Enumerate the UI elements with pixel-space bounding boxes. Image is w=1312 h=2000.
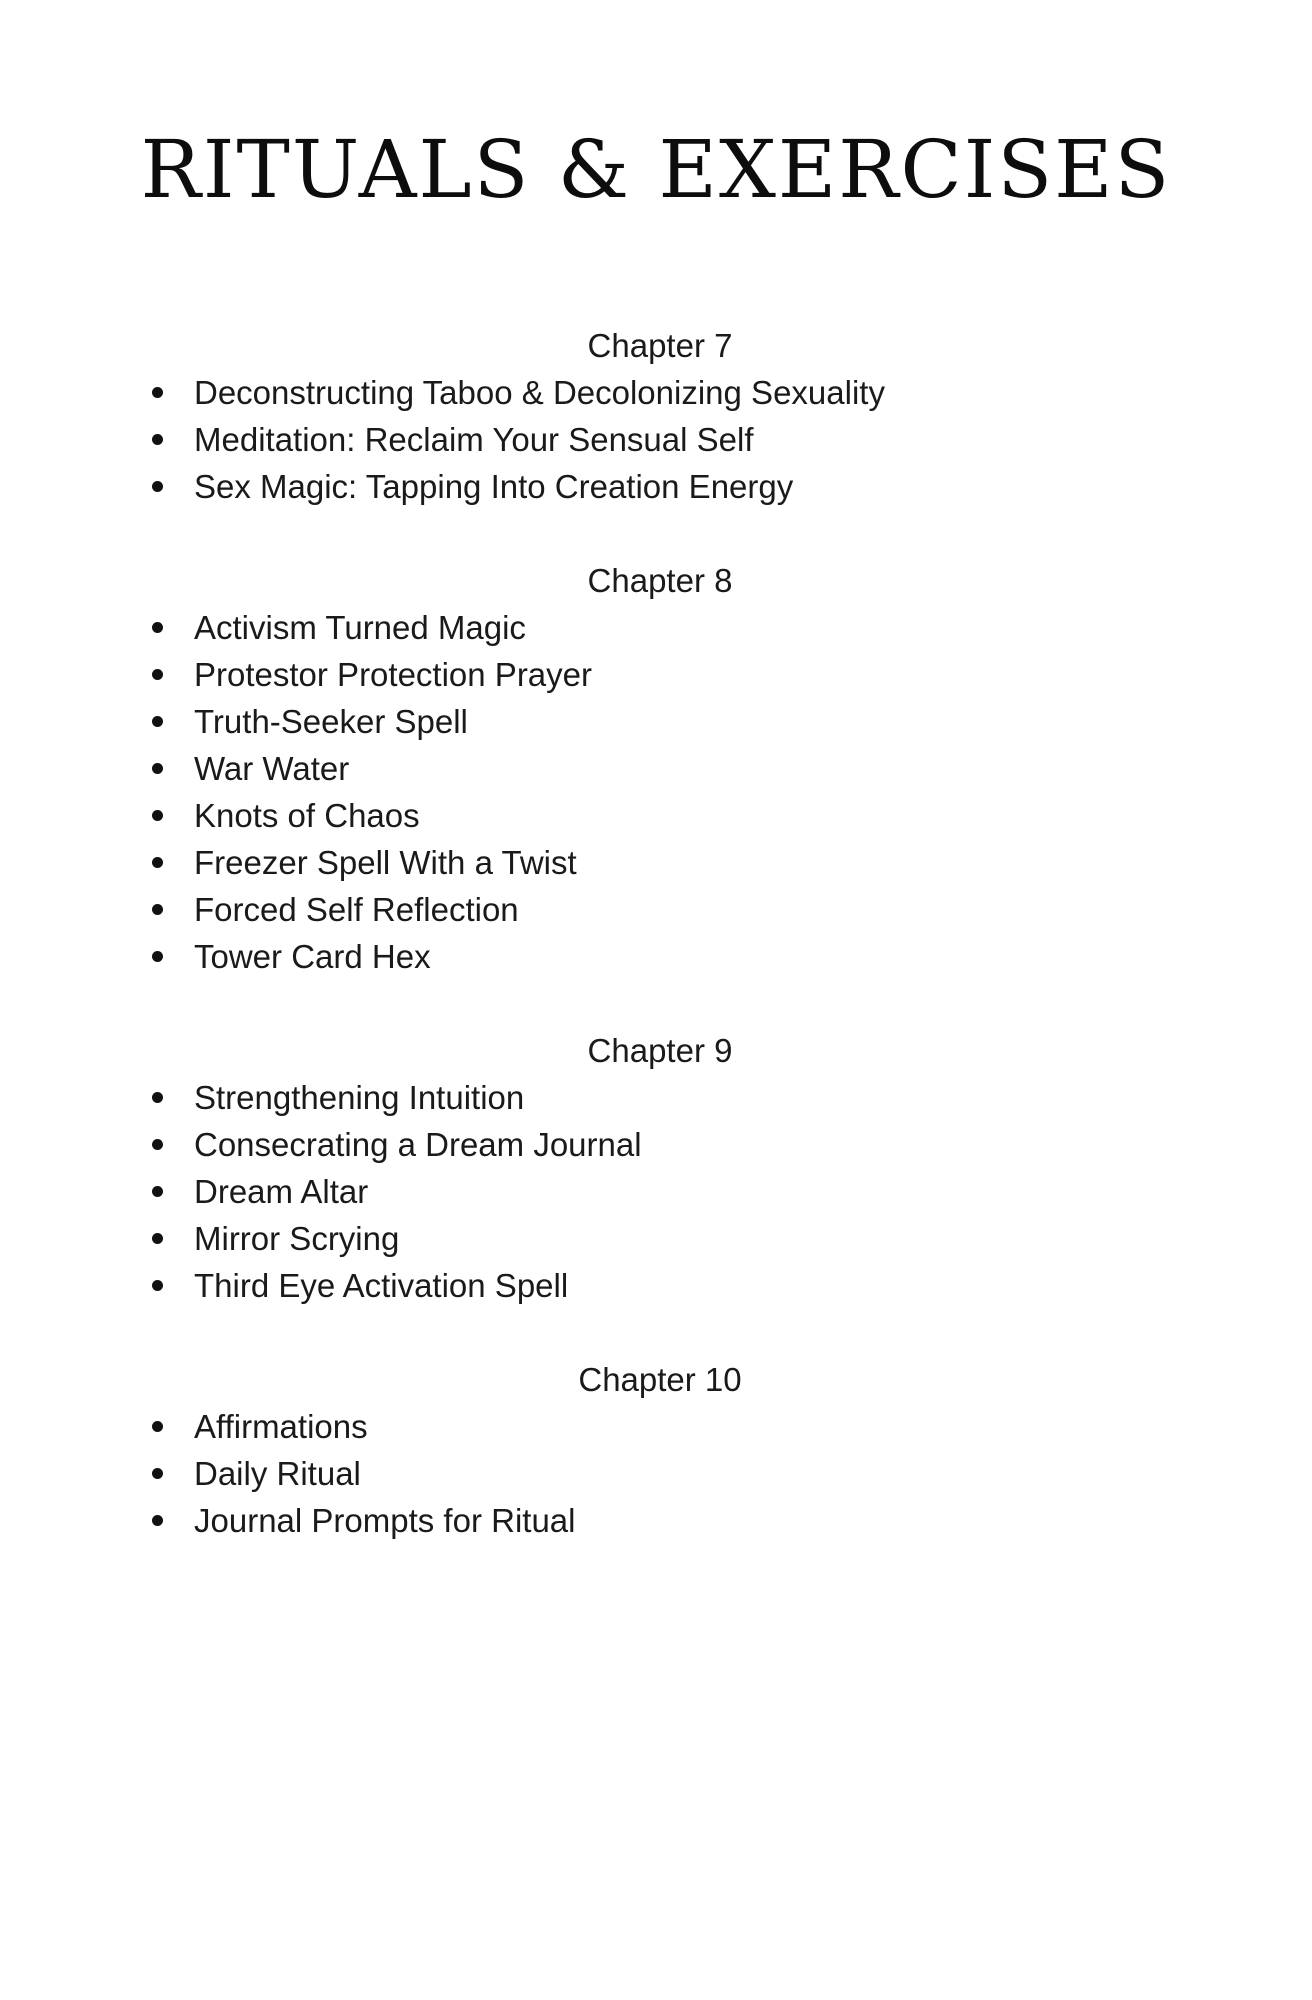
page-title: RITUALS & EXERCISES — [140, 123, 1172, 216]
list-item: Consecrating a Dream Journal — [0, 1121, 1312, 1168]
list-item: Sex Magic: Tapping Into Creation Energy — [0, 463, 1312, 510]
chapter-heading: Chapter 9 — [587, 1032, 733, 1069]
list-item: Activism Turned Magic — [0, 604, 1312, 651]
exercise-list — [0, 604, 1312, 980]
chapter-section — [0, 1027, 1312, 1309]
chapter-section — [0, 322, 1312, 510]
list-item: Strengthening Intuition — [0, 1074, 1312, 1121]
list-item: Truth-Seeker Spell — [0, 698, 1312, 745]
list-item: War Water — [0, 745, 1312, 792]
list-item: Knots of Chaos — [0, 792, 1312, 839]
list-item: Meditation: Reclaim Your Sensual Self — [0, 416, 1312, 463]
exercise-list — [0, 1403, 1312, 1544]
exercise-list — [0, 369, 1312, 510]
chapter-section — [0, 1356, 1312, 1544]
list-item: Protestor Protection Prayer — [0, 651, 1312, 698]
chapter-list — [0, 322, 1312, 1591]
list-item: Journal Prompts for Ritual — [0, 1497, 1312, 1544]
list-item: Forced Self Reflection — [0, 886, 1312, 933]
chapter-heading: Chapter 7 — [587, 327, 733, 364]
list-item: Deconstructing Taboo & Decolonizing Sexuality — [0, 369, 1312, 416]
list-item: Affirmations — [0, 1403, 1312, 1450]
list-item: Freezer Spell With a Twist — [0, 839, 1312, 886]
chapter-section — [0, 557, 1312, 980]
list-item: Tower Card Hex — [0, 933, 1312, 980]
list-item: Daily Ritual — [0, 1450, 1312, 1497]
chapter-heading: Chapter 8 — [587, 562, 733, 599]
chapter-heading: Chapter 10 — [578, 1361, 742, 1398]
list-item: Third Eye Activation Spell — [0, 1262, 1312, 1309]
exercise-list — [0, 1074, 1312, 1309]
list-item: Dream Altar — [0, 1168, 1312, 1215]
list-item: Mirror Scrying — [0, 1215, 1312, 1262]
